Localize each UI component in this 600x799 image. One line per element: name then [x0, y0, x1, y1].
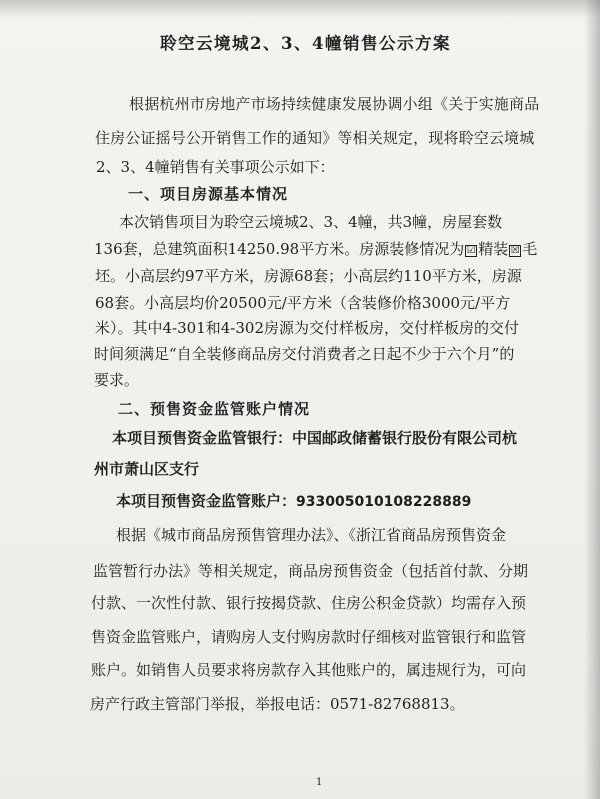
account-line [116, 491, 471, 512]
intro-line-1: 根据杭州市房地产市场持续健康发展协调小组《关于实施商品 [129, 95, 540, 113]
section-2-body-line-3: 付款、一次性付款、银行按揭贷款、住房公积金贷款）均需存入预 [91, 594, 527, 612]
section-1-heading: 一、项目房源基本情况 [128, 185, 289, 203]
section-1-line-3: 坯。小高层约97平方米，房源68套；小高层约110平方米，房源 [95, 267, 522, 285]
checkbox-crossed-icon: ☒ [510, 245, 520, 256]
account-label: 本项目预售资金监管账户： [116, 492, 297, 510]
section-1-line-5: 米）。其中4-301和4-302房源为交付样板房，交付样板房的交付 [95, 319, 519, 337]
finish-rough-label: 毛 [522, 240, 538, 258]
page-top-shadow [0, 0, 600, 18]
section-2-body-line-1: 根据《城市商品房预售管理办法》、《浙江省商品房预售资金 [116, 526, 507, 544]
page-number: 1 [316, 777, 323, 788]
section-2-body-line-5: 账户。如销售人员要求将房款存入其他账户的，属违规行为，可向 [91, 661, 527, 679]
checkbox-checked-icon: ☑ [466, 245, 476, 256]
finish-fine-label: 精装 [478, 240, 509, 258]
section-1-line-2-text: 136套，总建筑面积14250.98平方米。房源装修情况为 [94, 240, 465, 258]
section-1-line-2 [94, 239, 537, 259]
intro-line-2: 住房公证摇号公开销售工作的通知》等相关规定，现将聆空云境城 [95, 129, 535, 147]
section-1-line-4: 68套。小高层均价20500元/平方米（含装修价格3000元/平方 [95, 294, 511, 312]
bank-line-2: 州市萧山区支行 [94, 460, 200, 478]
account-number: 933005010108228889 [296, 494, 472, 510]
section-1-line-7: 要求。 [94, 371, 140, 389]
section-2-body-line-2: 监管暂行办法》等相关规定，商品房预售资金（包括首付款、分期 [93, 562, 529, 580]
intro-line-3: 2、3、4幢销售有关事项公示如下： [96, 158, 335, 176]
section-2-heading: 二、预售资金监管账户情况 [118, 400, 311, 418]
section-1-line-1: 本次销售项目为聆空云境城2、3、4幢，共3幢，房屋套数 [119, 213, 503, 231]
page-edge-shadow [584, 0, 600, 799]
bank-line-1: 本项目预售资金监管银行：中国邮政储蓄银行股份有限公司杭 [112, 429, 518, 447]
section-2-body-line-4: 售资金监管账户，请购房人支付购房款时仔细核对监管银行和监管 [91, 628, 527, 646]
section-1-line-6: 时间须满足“自全装修商品房交付消费者之日起不少于六个月”的 [94, 345, 515, 363]
section-2-body-line-6: 房产行政主管部门举报，举报电话：0571-82768813。 [90, 695, 465, 713]
document-title: 聆空云境城2、3、4幢销售公示方案 [160, 34, 451, 53]
